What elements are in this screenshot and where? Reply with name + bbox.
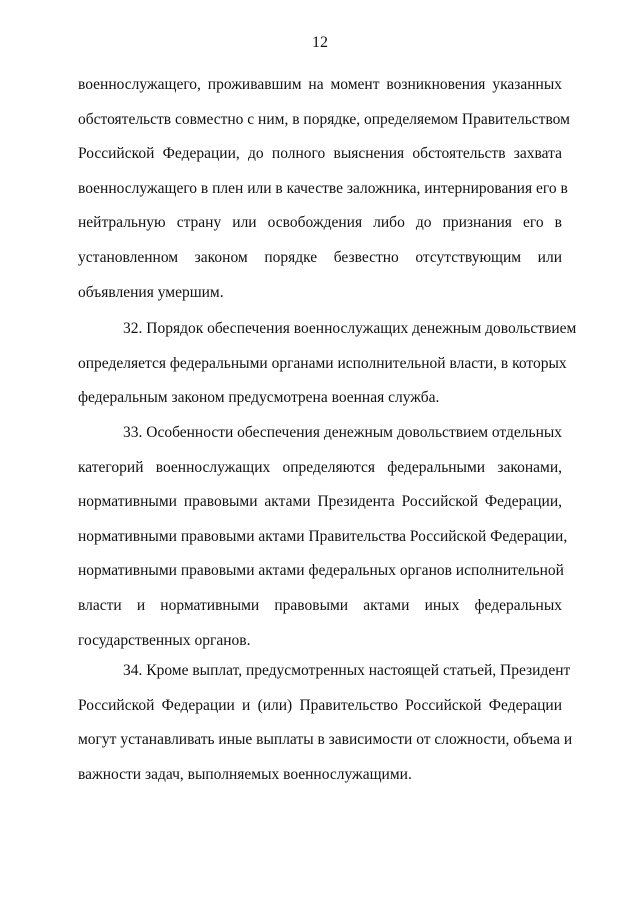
text-line: установленном законом порядке безвестно отсутствующим или: [78, 248, 562, 266]
text-line: Российской Федерации, до полного выяснения обстоятельств захвата: [78, 145, 562, 163]
text-line: категорий военнослужащих определяются федеральными законами,: [78, 458, 562, 476]
text-line: 32. Порядок обеспечения военнослужащих денежным довольствием: [123, 320, 577, 337]
text-line: военнослужащего в плен или в качестве заложника, интернирования его в: [78, 179, 568, 197]
text-line: нормативными правовыми актами Правительства Российской Федерации,: [78, 527, 568, 545]
text-line: нормативными правовыми актами федеральных органов исполнительной: [78, 562, 564, 580]
text-line: обстоятельств совместно с ним, в порядке, определяемом Правительством: [78, 110, 570, 128]
text-line: 33. Особенности обеспечения денежным довольствием отдельных: [123, 424, 563, 441]
text-line: определяется федеральными органами исполнительной власти, в которых: [78, 354, 567, 372]
text-line: важности задач, выполняемых военнослужащими.: [78, 765, 412, 783]
text-line: федеральным законом предусмотрена военная служба.: [78, 389, 440, 407]
text-line: военнослужащего, проживавшим на момент возникновения указанных: [78, 76, 562, 93]
text-line: Российской Федерации и (или) Правительство Российской Федерации: [78, 696, 562, 714]
paragraph-continuation: [78, 68, 570, 310]
text-line: государственных органов.: [78, 631, 251, 649]
text-line: нейтральную страну или освобождения либо до признания его в: [78, 214, 562, 232]
text-line: могут устанавливать иные выплаты в зависимости от сложности, объема и: [78, 731, 573, 749]
text-line: власти и нормативными правовыми актами иных федеральных: [78, 596, 562, 614]
paragraph-item-33: [78, 416, 568, 658]
paragraph-item-34: [78, 654, 573, 792]
text-line: 34. Кроме выплат, предусмотренных настоящей статьей, Президент: [123, 662, 571, 679]
text-line: нормативными правовыми актами Президента Российской Федерации,: [78, 493, 562, 511]
text-line: объявления умершим.: [78, 283, 224, 301]
paragraph-item-32: [78, 312, 577, 416]
page-number: 12: [312, 34, 328, 51]
